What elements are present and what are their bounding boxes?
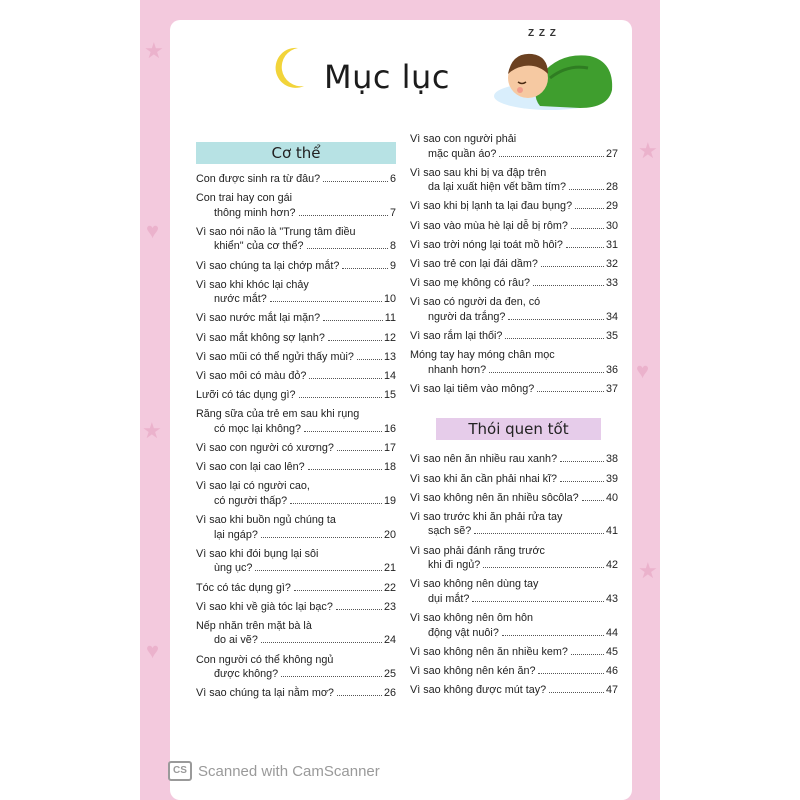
dot-leader — [472, 601, 604, 602]
dot-leader — [261, 642, 382, 643]
dot-leader — [533, 285, 604, 286]
dot-leader — [309, 378, 382, 379]
toc-entry — [196, 686, 396, 701]
toc-entry — [410, 295, 618, 324]
toc-entry-line — [410, 257, 618, 272]
toc-entry-line — [196, 311, 396, 326]
toc-entry-title: Vì sao phải đánh răng trước — [410, 544, 545, 557]
dot-leader — [255, 570, 382, 571]
toc-list-body — [196, 172, 396, 701]
toc-entry-title: thông minh hơn? — [214, 206, 296, 219]
toc-entry-title: Vì sao mẹ không có râu? — [410, 277, 531, 290]
toc-entry — [410, 276, 618, 291]
toc-page-number: 15 — [383, 389, 396, 402]
dot-leader — [357, 359, 382, 360]
toc-page-number: 42 — [605, 559, 618, 572]
toc-entry-title: Vì sao khi bị lạnh ta lại đau bụng? — [410, 200, 573, 213]
toc-entry — [196, 407, 396, 436]
toc-entry-line — [196, 460, 396, 475]
camscanner-watermark — [168, 761, 380, 781]
toc-entry-title: Răng sữa của trẻ em sau khi rụng — [196, 408, 360, 421]
zzz-icon: Z Z Z — [528, 28, 557, 39]
dot-leader — [582, 500, 604, 501]
toc-entry-title: Vì sao chúng ta lại nằm mơ? — [196, 687, 334, 700]
toc-entry-line — [410, 382, 618, 397]
toc-entry-title: Vì sao không nên kén ăn? — [410, 664, 536, 677]
toc-page-number: 45 — [605, 645, 618, 658]
dot-leader — [499, 156, 604, 157]
toc-entry — [196, 619, 396, 648]
toc-entry-title: lại ngáp? — [214, 528, 258, 541]
toc-page-number: 25 — [383, 668, 396, 681]
heart-decoration: ♥ — [146, 638, 160, 663]
toc-entry-title: Vì sao không được mút tay? — [410, 684, 547, 697]
dot-leader — [261, 537, 382, 538]
toc-page-number: 29 — [605, 200, 618, 213]
toc-entry-line — [196, 667, 396, 682]
toc-entry-line — [196, 561, 396, 576]
toc-page-number: 8 — [389, 240, 396, 253]
dot-leader — [337, 695, 382, 696]
toc-entry-title: do ai vẽ? — [214, 634, 258, 647]
toc-entry — [196, 278, 396, 307]
toc-entry-line — [410, 363, 618, 378]
toc-entry — [196, 479, 396, 508]
toc-entry-title: dụi mắt? — [428, 592, 470, 605]
toc-entry — [196, 441, 396, 456]
toc-column-right — [410, 132, 618, 702]
toc-page-number: 13 — [383, 350, 396, 363]
toc-entry-title: khiển" của cơ thể? — [214, 240, 304, 253]
toc-list-good-habits — [410, 452, 618, 697]
toc-entry — [410, 491, 618, 506]
toc-entry-line — [410, 310, 618, 325]
toc-entry-line — [196, 494, 396, 509]
toc-entry — [410, 348, 618, 377]
page-title: Mục lục — [324, 58, 450, 96]
dot-leader — [299, 215, 388, 216]
toc-entry-line — [196, 388, 396, 403]
dot-leader — [489, 372, 604, 373]
toc-page-number: 34 — [605, 310, 618, 323]
toc-entry-line — [196, 686, 396, 701]
toc-entry-title: Vì sao con lại cao lên? — [196, 461, 305, 474]
toc-entry-title: mặc quần áo? — [428, 147, 497, 160]
toc-entry-title: Nếp nhăn trên mặt bà là — [196, 619, 312, 632]
toc-page-number: 28 — [605, 181, 618, 194]
toc-entry-line — [410, 219, 618, 234]
toc-entry-line — [410, 524, 618, 539]
toc-entry-line — [410, 472, 618, 487]
toc-entry — [196, 259, 396, 274]
dot-leader — [337, 450, 382, 451]
toc-entry-title: Vì sao không nên ăn nhiều sôcôla? — [410, 491, 579, 504]
toc-entry — [410, 219, 618, 234]
dot-leader — [304, 431, 382, 432]
dot-leader — [569, 189, 604, 190]
dot-leader — [541, 266, 604, 267]
dot-leader — [538, 673, 604, 674]
toc-entry — [196, 172, 396, 187]
toc-entry — [196, 547, 396, 576]
toc-page-number: 43 — [605, 592, 618, 605]
toc-column-left — [196, 142, 396, 705]
toc-page-number: 33 — [605, 277, 618, 290]
toc-entry-line — [196, 331, 396, 346]
toc-entry — [196, 581, 396, 596]
toc-entry — [410, 472, 618, 487]
toc-entry-line — [410, 558, 618, 573]
dot-leader — [323, 320, 383, 321]
dot-leader — [270, 301, 382, 302]
toc-entry — [196, 369, 396, 384]
toc-entry — [196, 191, 396, 220]
toc-page-number: 18 — [383, 461, 396, 474]
toc-entry-title: được không? — [214, 668, 279, 681]
dot-leader — [474, 533, 604, 534]
toc-entry — [410, 611, 618, 640]
dot-leader — [566, 247, 604, 248]
toc-entry — [410, 166, 618, 195]
toc-page-number: 38 — [605, 453, 618, 466]
toc-entry-line — [196, 581, 396, 596]
toc-entry-line — [410, 626, 618, 641]
star-decoration: ★ — [144, 38, 164, 63]
dot-leader — [308, 469, 382, 470]
dot-leader — [508, 319, 604, 320]
toc-entry-line — [410, 592, 618, 607]
toc-entry-line — [196, 441, 396, 456]
toc-entry-line — [410, 329, 618, 344]
toc-entry-title: Vì sao nói não là "Trung tâm điều — [196, 225, 356, 238]
dot-leader — [575, 208, 604, 209]
toc-entry-title: Vì sao trước khi ăn phải rửa tay — [410, 510, 563, 523]
dot-leader — [281, 676, 382, 677]
toc-entry-line — [196, 528, 396, 543]
toc-entry-title: sạch sẽ? — [428, 525, 472, 538]
toc-entry-title: Vì sao nên ăn nhiều rau xanh? — [410, 453, 558, 466]
dot-leader — [328, 340, 382, 341]
dot-leader — [294, 590, 382, 591]
toc-entry-line — [196, 206, 396, 221]
toc-entry-line — [196, 172, 396, 187]
toc-entry-line — [410, 452, 618, 467]
toc-entry — [410, 329, 618, 344]
toc-entry-title: Vì sao rắm lại thối? — [410, 330, 503, 342]
toc-page-number: 6 — [389, 173, 396, 185]
toc-page-number: 23 — [383, 600, 396, 613]
toc-entry-title: Lưỡi có tác dụng gì? — [196, 389, 296, 402]
toc-entry-line — [196, 422, 396, 437]
toc-page-number: 44 — [605, 626, 618, 639]
toc-entry-title: Vì sao con người phải — [410, 133, 517, 145]
toc-entry-title: Vì sao không nên dùng tay — [410, 578, 539, 591]
toc-entry-title: Vì sao trời nóng lại toát mồ hôi? — [410, 238, 563, 251]
toc-entry-title: Vì sao sau khi bị va đập trên — [410, 166, 547, 179]
toc-list-body-continued — [410, 132, 618, 396]
toc-entry — [196, 311, 396, 326]
toc-entry-title: khi đi ngủ? — [428, 559, 481, 572]
toc-entry-line — [196, 369, 396, 384]
toc-entry-title: Vì sao nước mắt lại mặn? — [196, 312, 321, 325]
toc-page-number: 14 — [383, 370, 396, 382]
toc-entry-line — [410, 645, 618, 660]
toc-page-number: 35 — [605, 330, 618, 342]
toc-entry-title: có mọc lại không? — [214, 422, 302, 435]
toc-entry-line — [410, 238, 618, 253]
toc-entry-line — [410, 491, 618, 506]
star-decoration: ★ — [638, 558, 658, 583]
toc-entry — [196, 513, 396, 542]
toc-entry — [410, 544, 618, 573]
toc-entry — [410, 382, 618, 397]
sleeping-boy-illustration — [490, 34, 620, 114]
toc-page-number: 27 — [605, 147, 618, 160]
toc-entry-title: Con trai hay con gái — [196, 192, 293, 205]
toc-entry-title: Con được sinh ra từ đâu? — [196, 173, 321, 185]
dot-leader — [323, 181, 388, 182]
toc-entry — [410, 510, 618, 539]
toc-entry-title: Tóc có tác dụng gì? — [196, 581, 291, 594]
dot-leader — [571, 228, 604, 229]
toc-entry-line — [196, 633, 396, 648]
toc-page-number: 39 — [605, 472, 618, 485]
toc-entry-line — [196, 350, 396, 365]
toc-entry — [196, 460, 396, 475]
star-decoration: ★ — [142, 418, 162, 443]
dot-leader — [342, 268, 388, 269]
toc-entry — [410, 577, 618, 606]
dot-leader — [549, 692, 604, 693]
table-of-contents-panel — [170, 20, 632, 800]
toc-page-number: 32 — [605, 257, 618, 270]
toc-entry-title: Vì sao khi buồn ngủ chúng ta — [196, 514, 336, 527]
toc-page-number: 26 — [383, 687, 396, 700]
toc-entry — [196, 350, 396, 365]
toc-entry-title: Vì sao lại có người cao, — [196, 480, 310, 493]
toc-entry — [196, 225, 396, 254]
toc-entry-line — [196, 259, 396, 274]
toc-entry-title: Vì sao có người da đen, có — [410, 296, 541, 309]
toc-entry-title: Vì sao mắt không sợ lạnh? — [196, 331, 325, 344]
dot-leader — [299, 397, 382, 398]
dot-leader — [336, 609, 382, 610]
toc-entry-title: Vì sao trẻ con lại đái dầm? — [410, 257, 538, 270]
dot-leader — [290, 503, 382, 504]
toc-entry-title: động vật nuôi? — [428, 626, 499, 639]
toc-entry-line — [196, 239, 396, 254]
toc-entry-title: Vì sao khi về già tóc lại bạc? — [196, 600, 333, 613]
toc-page-number: 46 — [605, 664, 618, 677]
toc-page-number: 30 — [605, 219, 618, 232]
toc-page-number: 7 — [389, 206, 396, 219]
toc-page-number: 36 — [605, 363, 618, 376]
toc-entry-title: người da trắng? — [428, 310, 506, 323]
toc-entry-title: Vì sao lại tiêm vào mông? — [410, 382, 535, 395]
toc-page-number: 11 — [384, 312, 396, 325]
toc-entry-line — [410, 276, 618, 291]
toc-entry-line — [196, 292, 396, 307]
dot-leader — [502, 635, 604, 636]
toc-entry — [410, 238, 618, 253]
toc-entry — [410, 452, 618, 467]
toc-entry — [410, 664, 618, 679]
toc-page-number: 31 — [605, 238, 618, 251]
heart-decoration: ♥ — [146, 218, 160, 243]
dot-leader — [307, 248, 388, 249]
toc-entry-title: Vì sao môi có màu đỏ? — [196, 370, 307, 382]
dot-leader — [560, 481, 604, 482]
toc-page-number: 24 — [383, 634, 396, 647]
toc-entry-title: nhanh hơn? — [428, 363, 487, 376]
dot-leader — [505, 338, 604, 339]
toc-page-number: 20 — [383, 528, 396, 541]
toc-entry — [410, 199, 618, 214]
toc-entry-title: nước mắt? — [214, 293, 267, 306]
toc-page-number: 47 — [605, 684, 618, 697]
toc-entry-line — [410, 664, 618, 679]
toc-entry-title: Vì sao vào mùa hè lại dễ bị rôm? — [410, 219, 568, 232]
dot-leader — [537, 391, 604, 392]
toc-page-number: 40 — [605, 491, 618, 504]
toc-entry-title: Vì sao mũi có thể ngửi thấy mùi? — [196, 350, 354, 363]
toc-page-number: 17 — [383, 442, 396, 455]
toc-entry — [196, 653, 396, 682]
heart-decoration: ♥ — [636, 358, 650, 383]
toc-entry-title: Con người có thể không ngủ — [196, 653, 334, 666]
toc-entry — [410, 683, 618, 698]
toc-entry — [410, 257, 618, 272]
star-decoration: ★ — [638, 138, 658, 163]
toc-entry-title: có người thấp? — [214, 494, 288, 507]
toc-entry-title: Móng tay hay móng chân mọc — [410, 349, 555, 362]
section-header-body: Cơ thể — [196, 142, 396, 164]
watermark-text: Scanned with CamScanner — [198, 762, 380, 780]
dot-leader — [483, 567, 604, 568]
section-header-good-habits: Thói quen tốt — [436, 418, 601, 440]
toc-entry-line — [410, 180, 618, 195]
toc-entry-title: Vì sao khi đói bụng lại sôi — [196, 547, 319, 560]
toc-entry-title: Vì sao không nên ăn nhiều kem? — [410, 645, 568, 658]
toc-entry-title: Vì sao không nên ôm hôn — [410, 612, 534, 624]
dot-leader — [571, 654, 604, 655]
toc-entry-title: Vì sao khi khóc lại chảy — [196, 278, 309, 291]
toc-entry — [410, 645, 618, 660]
toc-page-number: 10 — [383, 293, 396, 306]
toc-entry-title: da lại xuất hiện vết bầm tím? — [428, 181, 567, 194]
toc-entry-line — [410, 683, 618, 698]
toc-entry-line — [410, 147, 618, 162]
toc-entry — [196, 331, 396, 346]
toc-page-number: 37 — [605, 382, 618, 395]
toc-page-number: 41 — [605, 525, 618, 538]
camscanner-logo-icon: CS — [168, 761, 192, 781]
toc-entry-title: Vì sao khi ăn cần phải nhai kĩ? — [410, 472, 558, 485]
toc-entry-title: Vì sao chúng ta lại chớp mắt? — [196, 259, 340, 272]
toc-page-number: 12 — [383, 331, 396, 344]
toc-entry-title: Vì sao con người có xương? — [196, 442, 334, 455]
toc-entry-line — [196, 600, 396, 615]
toc-page-number: 9 — [389, 259, 396, 272]
toc-page-number: 22 — [383, 581, 396, 594]
toc-page-number: 19 — [383, 494, 396, 507]
toc-entry — [410, 132, 618, 161]
dot-leader — [560, 461, 604, 462]
toc-entry-line — [410, 199, 618, 214]
toc-page-number: 21 — [383, 562, 396, 575]
crescent-moon-icon — [274, 46, 308, 90]
toc-entry-title: ùng ục? — [214, 562, 253, 575]
toc-entry — [196, 600, 396, 615]
toc-entry — [196, 388, 396, 403]
toc-page-number: 16 — [383, 422, 396, 435]
